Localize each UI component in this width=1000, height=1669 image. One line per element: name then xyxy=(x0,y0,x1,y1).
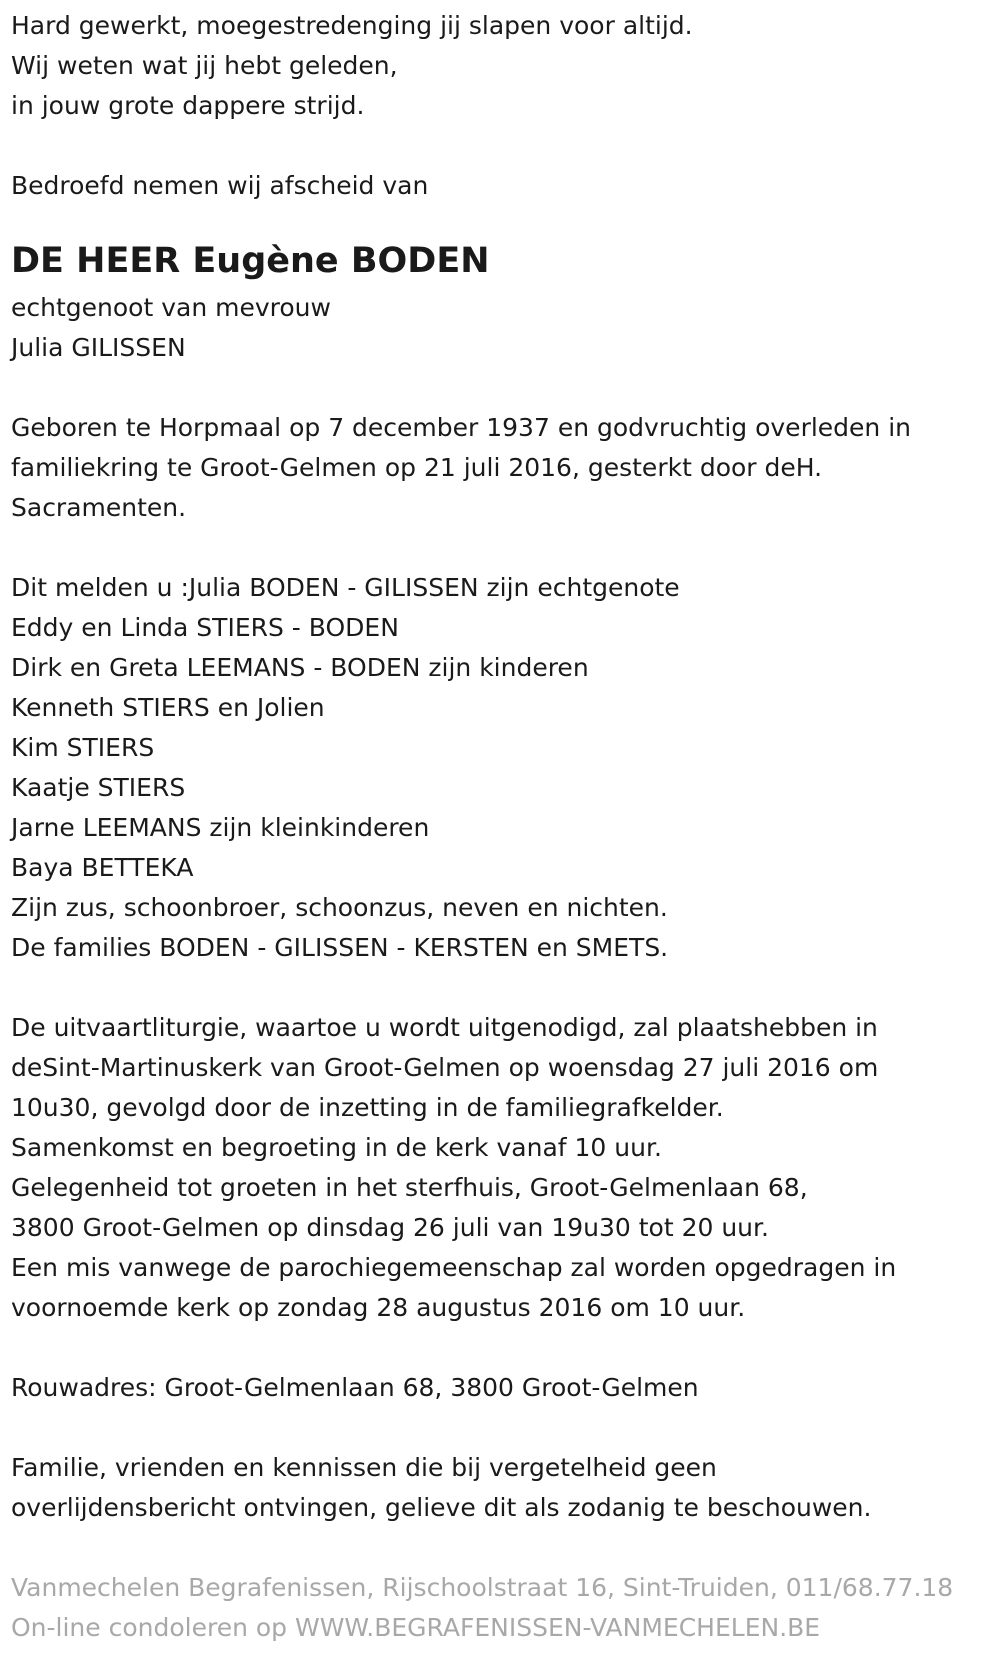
funeral-paragraph xyxy=(11,1008,1000,1328)
family-line: Kim STIERS xyxy=(11,733,155,762)
paragraph-line: overlijdensbericht ontvingen, gelieve dit als zodanig te beschouwen. xyxy=(11,1493,872,1522)
spacer xyxy=(11,1528,1000,1568)
family-line: Kaatje STIERS xyxy=(11,773,186,802)
paragraph-line: De uitvaartliturgie, waartoe u wordt uitgenodigd, zal plaatshebben in xyxy=(11,1013,878,1042)
spacer xyxy=(11,1408,1000,1448)
birth-death-paragraph xyxy=(11,408,1000,528)
family-line: Zijn zus, schoonbroer, schoonzus, neven en nichten. xyxy=(11,893,668,922)
spacer xyxy=(11,1328,1000,1368)
spouse-line: echtgenoot van mevrouw xyxy=(11,293,331,322)
footer-line: On-line condoleren op WWW.BEGRAFENISSEN-VANMECHELEN.BE xyxy=(11,1613,821,1642)
family-line: De families BODEN - GILISSEN - KERSTEN en SMETS. xyxy=(11,933,669,962)
paragraph-line: Geboren te Horpmaal op 7 december 1937 en godvruchtig overleden in xyxy=(11,413,911,442)
paragraph-line: voornoemde kerk op zondag 28 augustus 2016 om 10 uur. xyxy=(11,1293,746,1322)
spacer xyxy=(11,126,1000,166)
deceased-name: DE HEER Eugène BODEN xyxy=(11,241,490,281)
poem-line: Hard gewerkt, moegestredenging jij slapen voor altijd. xyxy=(11,11,693,40)
spacer xyxy=(11,368,1000,408)
funeral-home-footer xyxy=(11,1568,1000,1648)
paragraph-line: Sacramenten. xyxy=(11,493,187,522)
closing-paragraph xyxy=(11,1448,1000,1528)
family-line: Dit melden u :Julia BODEN - GILISSEN zijn echtgenote xyxy=(11,573,680,602)
paragraph-line: Een mis vanwege de parochiegemeenschap zal worden opgedragen in xyxy=(11,1253,897,1282)
mourning-address: Rouwadres: Groot-Gelmenlaan 68, 3800 Groot-Gelmen xyxy=(11,1373,699,1402)
spouse-name: Julia GILISSEN xyxy=(11,333,186,362)
family-list xyxy=(11,568,1000,968)
family-line: Eddy en Linda STIERS - BODEN xyxy=(11,613,399,642)
family-line: Jarne LEEMANS zijn kleinkinderen xyxy=(11,813,430,842)
paragraph-line: Gelegenheid tot groeten in het sterfhuis, Groot-Gelmenlaan 68, xyxy=(11,1173,808,1202)
paragraph-line: Samenkomst en begroeting in de kerk vanaf 10 uur. xyxy=(11,1133,662,1162)
family-line: Dirk en Greta LEEMANS - BODEN zijn kinderen xyxy=(11,653,589,682)
family-line: Baya BETTEKA xyxy=(11,853,194,882)
family-line: Kenneth STIERS en Jolien xyxy=(11,693,325,722)
intro-text: Bedroefd nemen wij afscheid van xyxy=(11,171,429,200)
paragraph-line: 10u30, gevolgd door de inzetting in de familiegrafkelder. xyxy=(11,1093,724,1122)
spacer xyxy=(11,968,1000,1008)
poem-line: in jouw grote dappere strijd. xyxy=(11,91,365,120)
footer-line: Vanmechelen Begrafenissen, Rijschoolstraat 16, Sint-Truiden, 011/68.77.18 xyxy=(11,1573,954,1602)
spacer xyxy=(11,206,1000,234)
paragraph-line: 3800 Groot-Gelmen op dinsdag 26 juli van 19u30 tot 20 uur. xyxy=(11,1213,769,1242)
poem-line: Wij weten wat jij hebt geleden, xyxy=(11,51,398,80)
spacer xyxy=(11,528,1000,568)
poem xyxy=(11,6,1000,126)
paragraph-line: deSint-Martinuskerk van Groot-Gelmen op woensdag 27 juli 2016 om xyxy=(11,1053,879,1082)
paragraph-line: familiekring te Groot-Gelmen op 21 juli 2016, gesterkt door deH. xyxy=(11,453,823,482)
paragraph-line: Familie, vrienden en kennissen die bij vergetelheid geen xyxy=(11,1453,717,1482)
